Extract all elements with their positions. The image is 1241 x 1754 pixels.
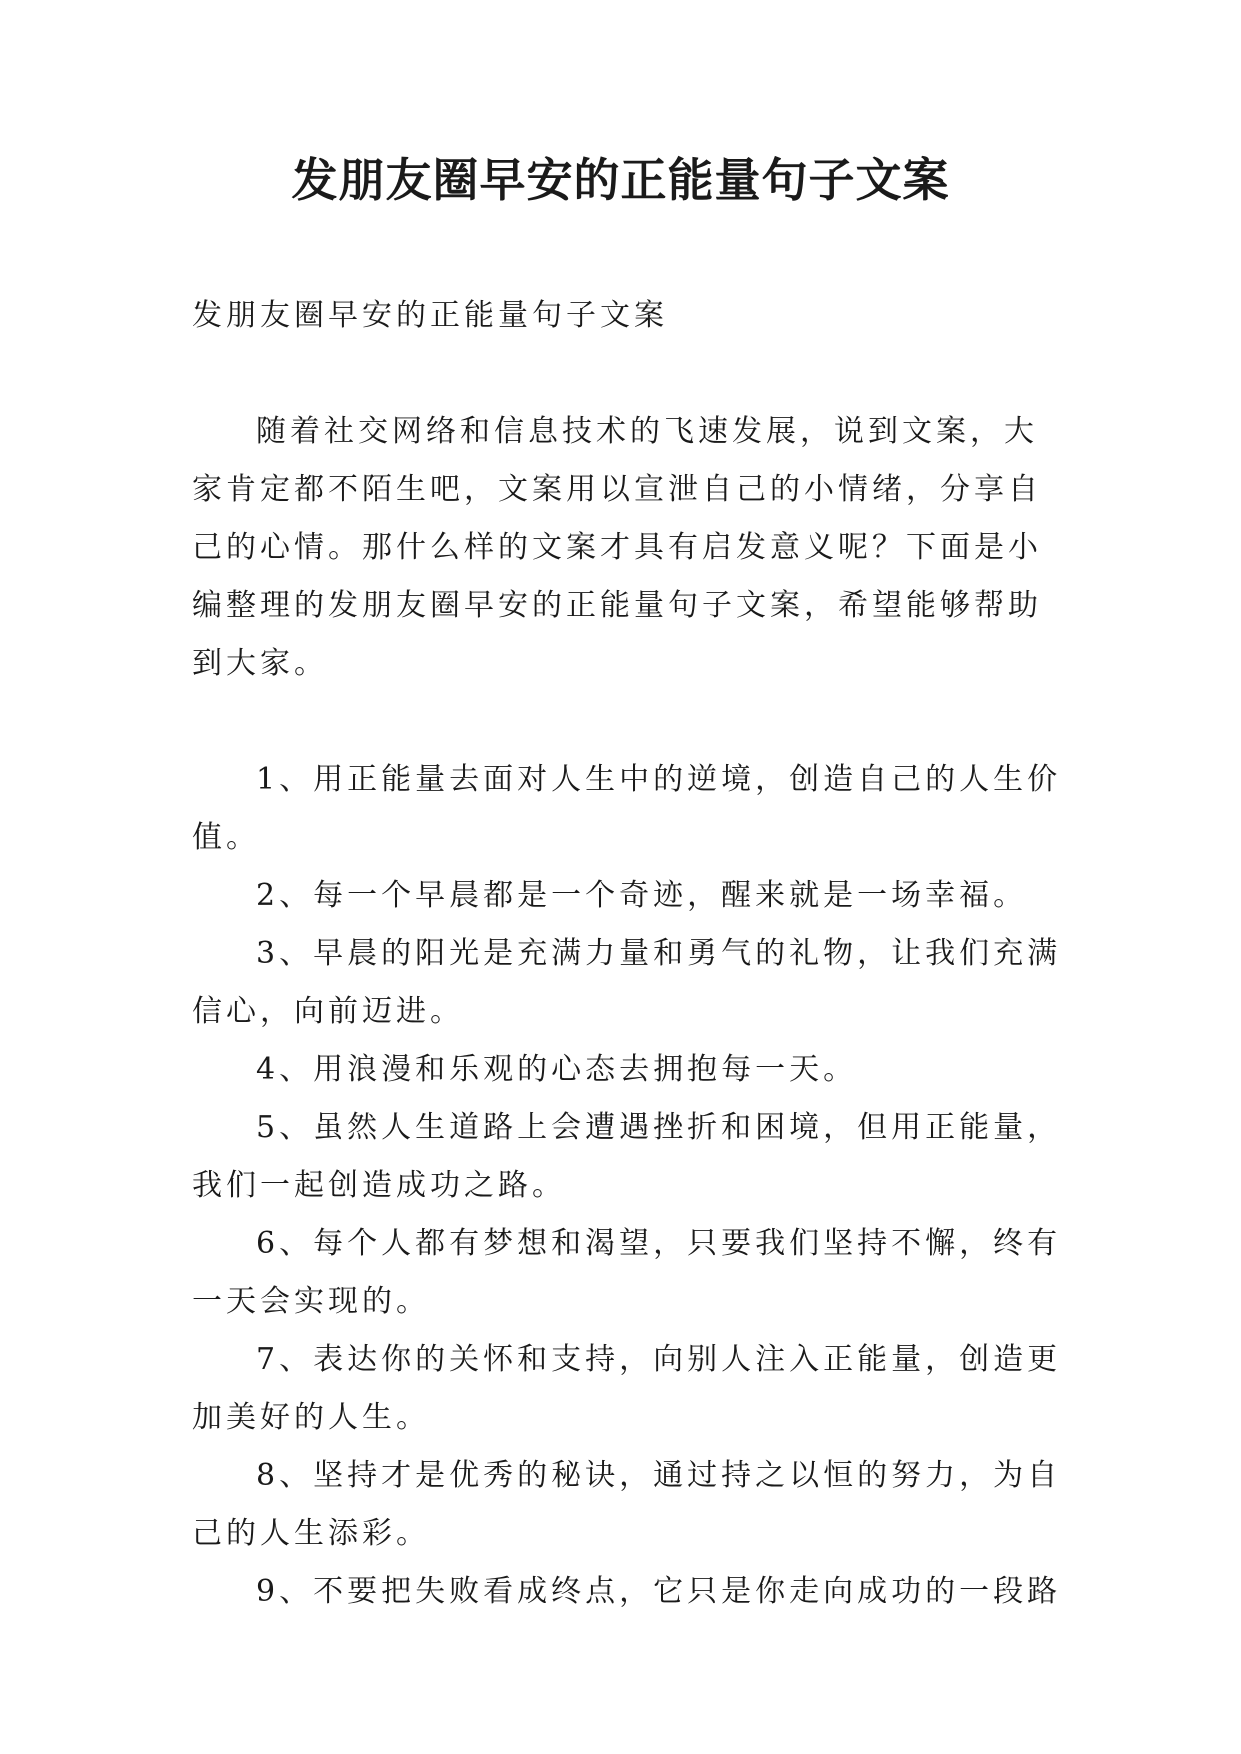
list-item: 9、不要把失败看成终点，它只是你走向成功的一段路	[256, 1574, 1062, 1609]
list-item: 3、早晨的阳光是充满力量和勇气的礼物，让我们充满信心，向前迈进。	[192, 936, 1062, 1029]
list-item: 7、表达你的关怀和支持，向别人注入正能量，创造更加美好的人生。	[192, 1342, 1062, 1435]
document-subtitle: 发朋友圈早安的正能量句子文案	[192, 298, 668, 333]
list-item: 4、用浪漫和乐观的心态去拥抱每一天。	[256, 1052, 858, 1087]
document-body	[192, 287, 1062, 1621]
list-item: 5、虽然人生道路上会遭遇挫折和困境，但用正能量，我们一起创造成功之路。	[192, 1110, 1062, 1203]
intro-paragraph: 随着社交网络和信息技术的飞速发展，说到文案，大家肯定都不陌生吧，文案用以宣泄自己的小情绪，分享自己的心情。那什么样的文案才具有启发意义呢？下面是小编整理的发朋友圈早安的正能量句子文案，希望能够帮助到大家。	[192, 414, 1042, 681]
list-item: 1、用正能量去面对人生中的逆境，创造自己的人生价值。	[192, 762, 1062, 855]
list-item: 6、每个人都有梦想和渴望，只要我们坚持不懈，终有一天会实现的。	[192, 1226, 1062, 1319]
list-item: 2、每一个早晨都是一个奇迹，醒来就是一场幸福。	[256, 878, 1028, 913]
page-title: 发朋友圈早安的正能量句子文案	[291, 153, 950, 207]
list-item: 8、坚持才是优秀的秘诀，通过持之以恒的努力，为自己的人生添彩。	[192, 1458, 1062, 1551]
